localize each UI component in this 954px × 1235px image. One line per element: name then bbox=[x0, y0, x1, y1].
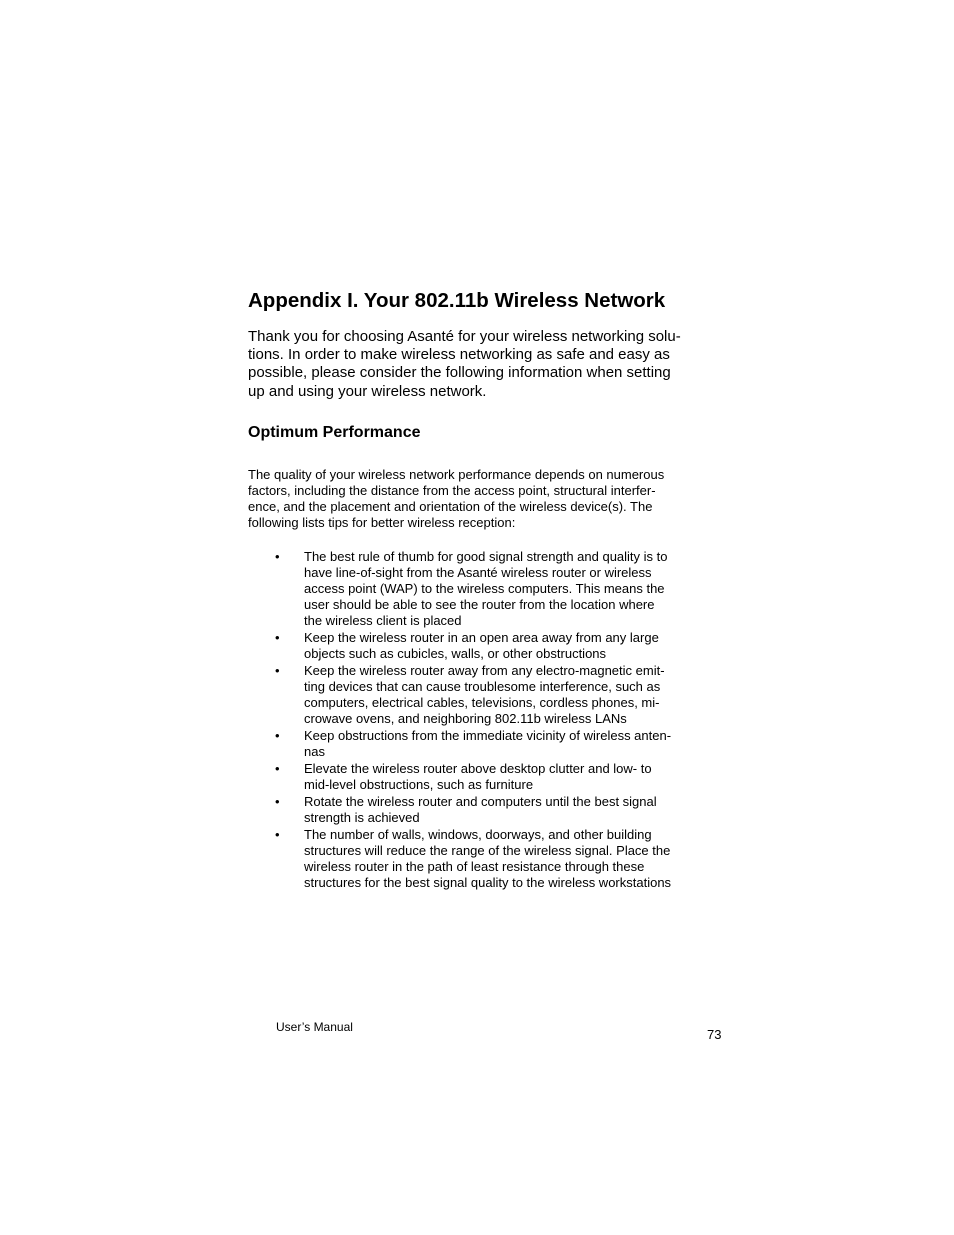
list-item bbox=[275, 794, 715, 826]
section-line: factors, including the distance from the access point, structural interfer- bbox=[248, 483, 656, 498]
intro-paragraph bbox=[248, 328, 718, 401]
list-item bbox=[275, 663, 715, 727]
section-line: The quality of your wireless network performance depends on numerous bbox=[248, 467, 665, 482]
list-item-line: strength is achieved bbox=[304, 810, 420, 825]
bullet-icon: • bbox=[275, 728, 280, 743]
bullet-icon: • bbox=[275, 761, 280, 776]
section-line: ence, and the placement and orientation of the wireless device(s). The bbox=[248, 499, 653, 514]
page-title: Appendix I. Your 802.11b Wireless Network bbox=[248, 289, 666, 312]
intro-line: possible, please consider the following information when setting bbox=[248, 364, 671, 382]
intro-line: up and using your wireless network. bbox=[248, 382, 487, 400]
list-item-line: wireless router in the path of least resistance through these bbox=[304, 859, 645, 874]
list-item-line: computers, electrical cables, televisions, cordless phones, mi- bbox=[304, 695, 660, 710]
list-item-line: user should be able to see the router from the location where bbox=[304, 597, 655, 612]
tips-list bbox=[275, 549, 715, 892]
list-item bbox=[275, 827, 715, 891]
list-item bbox=[275, 630, 715, 662]
list-item-line: Keep the wireless router away from any electro-magnetic emit- bbox=[304, 663, 665, 678]
list-item-line: structures for the best signal quality to the wireless workstations bbox=[304, 875, 672, 890]
list-item-line: the wireless client is placed bbox=[304, 613, 462, 628]
list-item-line: nas bbox=[304, 744, 325, 759]
list-item-line: Keep the wireless router in an open area away from any large bbox=[304, 630, 659, 645]
section-heading: Optimum Performance bbox=[248, 424, 421, 441]
list-item-line: Rotate the wireless router and computers until the best signal bbox=[304, 794, 657, 809]
list-item-line: mid-level obstructions, such as furniture bbox=[304, 777, 534, 792]
bullet-icon: • bbox=[275, 794, 280, 809]
list-item-line: crowave ovens, and neighboring 802.11b wireless LANs bbox=[304, 711, 627, 726]
list-item-line: have line-of-sight from the Asanté wireless router or wireless bbox=[304, 565, 652, 580]
footer-label: User’s Manual bbox=[276, 1020, 353, 1034]
list-item-line: structures will reduce the range of the wireless signal. Place the bbox=[304, 843, 671, 858]
page-number: 73 bbox=[707, 1027, 722, 1042]
section-line: following lists tips for better wireless reception: bbox=[248, 515, 516, 530]
list-item bbox=[275, 728, 715, 760]
list-item-line: Elevate the wireless router above desktop clutter and low- to bbox=[304, 761, 652, 776]
list-item-line: The best rule of thumb for good signal strength and quality is to bbox=[304, 549, 668, 564]
section-paragraph bbox=[248, 467, 718, 531]
bullet-icon: • bbox=[275, 663, 280, 678]
bullet-icon: • bbox=[275, 827, 280, 842]
intro-line: tions. In order to make wireless networking as safe and easy as bbox=[248, 346, 670, 364]
list-item-line: Keep obstructions from the immediate vicinity of wireless anten- bbox=[304, 728, 672, 743]
list-item-line: The number of walls, windows, doorways, and other building bbox=[304, 827, 652, 842]
list-item bbox=[275, 549, 715, 629]
list-item-line: objects such as cubicles, walls, or other obstructions bbox=[304, 646, 607, 661]
bullet-icon: • bbox=[275, 549, 280, 564]
intro-line: Thank you for choosing Asanté for your wireless networking solu- bbox=[248, 328, 681, 345]
list-item-line: ting devices that can cause troublesome interference, such as bbox=[304, 679, 661, 694]
bullet-icon: • bbox=[275, 630, 280, 645]
list-item bbox=[275, 761, 715, 793]
list-item-line: access point (WAP) to the wireless computers. This means the bbox=[304, 581, 665, 596]
